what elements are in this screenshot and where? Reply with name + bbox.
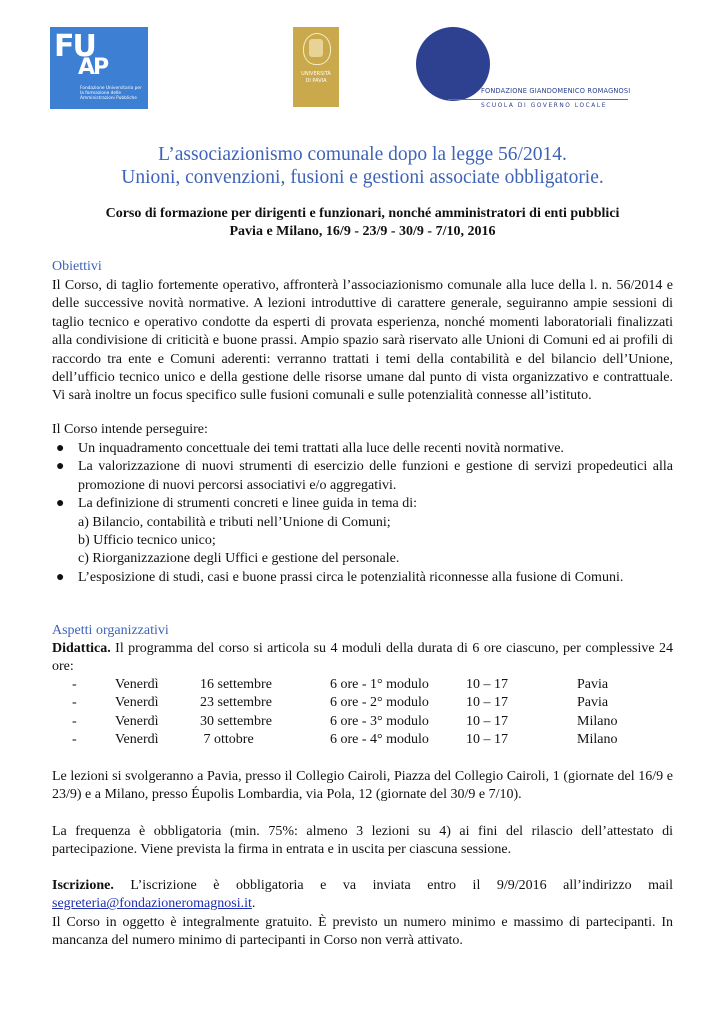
schedule-day: Venerdì [115, 695, 159, 711]
list-item [52, 569, 673, 587]
frequenza-paragraph: La frequenza è obbligatoria (min. 75%: almeno 3 lezioni su 4) ai fini del rilascio dell’attestato di partecipazione. Viene prevista la firma in entrata e in uscita per ciascuna sessione. [52, 824, 673, 858]
fgr-logo-name: FONDAZIONE GIANDOMENICO ROMAGNOSI [481, 87, 631, 95]
sub-list-item: c) Riorganizzazione degli Uffici e gestione del personale. [78, 551, 400, 567]
unipv-seal-emblem-icon [309, 39, 323, 57]
fgr-logo [410, 27, 632, 107]
schedule-day: Venerdì [115, 713, 159, 729]
fgr-divider [448, 99, 628, 100]
sub-list-item: b) Ufficio tecnico unico; [78, 533, 216, 549]
schedule-time: 10 – 17 [466, 713, 508, 729]
list-item [52, 458, 673, 495]
fuap-logo-mark-top: FU [54, 29, 95, 64]
fuap-logo [50, 27, 148, 109]
list-item-text: La valorizzazione di nuovi strumenti di esercizio delle funzioni e gestione di servizi propedeutici alla promozione di nuovi percorsi associativi e/o aggregativi. [78, 459, 673, 493]
schedule-dash: - [72, 713, 77, 729]
list-item [52, 440, 673, 458]
obiettivi-list-intro: Il Corso intende perseguire: [52, 422, 208, 437]
page-title [52, 143, 673, 189]
list-item-text: La definizione di strumenti concreti e linee guida in tema di: [78, 496, 417, 512]
list-item [52, 495, 673, 569]
schedule-dash: - [72, 677, 77, 692]
schedule-place: Milano [577, 732, 618, 748]
schedule-time: 10 – 17 [466, 677, 508, 692]
schedule-table [52, 676, 617, 750]
list-item-text: L’esposizione di studi, casi e buone prassi circa le potenzialità riconnesse alla fusione di Comuni. [78, 569, 624, 585]
obiettivi-heading: Obiettivi [52, 259, 102, 274]
fuap-logo-mark-bottom: AP [78, 55, 108, 80]
schedule-time: 10 – 17 [466, 695, 508, 711]
bullet-icon: ● [56, 569, 65, 585]
obiettivi-list [52, 440, 673, 587]
schedule-place: Pavia [577, 695, 609, 711]
iscrizione-text: L’iscrizione è obbligatoria e va inviata entro il 9/9/2016 all’indirizzo mail [113, 878, 673, 893]
didattica-paragraph [52, 640, 673, 677]
unipv-caption-line2: DI PAVIA [305, 78, 327, 84]
didattica-text: Il programma del corso si articola su 4 moduli della durata di 6 ore ciascuno, per complessive 24 ore: [52, 641, 673, 675]
bullet-icon: ● [56, 459, 65, 475]
title-line-2: Unioni, convenzioni, fusioni e gestioni associate obbligatorie. [121, 167, 604, 188]
subtitle-line-2: Pavia e Milano, 16/9 - 23/9 - 30/9 - 7/10, 2016 [229, 224, 496, 239]
schedule-day: Venerdì [115, 732, 159, 748]
schedule-date: 23 settembre [200, 695, 272, 711]
schedule-date: 16 settembre [200, 677, 272, 692]
aspetti-heading: Aspetti organizzativi [52, 623, 169, 638]
page-subtitle [52, 205, 673, 241]
table-row [52, 731, 617, 749]
fgr-circle-icon [416, 27, 490, 101]
schedule-module: 6 ore - 3° modulo [330, 713, 429, 729]
unipv-logo [293, 27, 339, 107]
schedule-dash: - [72, 695, 77, 711]
schedule-dash: - [72, 732, 77, 748]
title-line-1: L’associazionismo comunale dopo la legge 56/2014. [158, 144, 567, 165]
unipv-caption-line1: UNIVERSITÀ [301, 71, 331, 77]
iscrizione-paragraph [52, 877, 673, 914]
schedule-module: 6 ore - 1° modulo [330, 677, 429, 692]
gratuito-paragraph: Il Corso in oggetto è integralmente gratuito. È previsto un numero minimo e massimo di partecipanti. In mancanza del numero minimo di partecipanti in Corso non verrà attivato. [52, 915, 673, 949]
email-link[interactable]: segreteria@fondazioneromagnosi.it [52, 896, 252, 912]
schedule-module: 6 ore - 4° modulo [330, 732, 429, 748]
list-item-text: Un inquadramento concettuale dei temi trattati alla luce delle recenti novità normative. [78, 441, 564, 456]
obiettivi-paragraph: Il Corso, di taglio fortemente operativo, affronterà l’associazionismo comunale alla luce della l. n. 56/2014 e delle successive novità normative. A lezioni introduttive di carattere generale, seguiranno ampie sessioni di taglio tecnico e operativo condotte da esperti di provata esperienza, nonché momenti laboratoriali finalizzati alla condivisione di criticità e buone prassi. Ampio spazio sarà riservato alle Unioni di Comuni ed ai profili di raccordo tra ente e Comuni aderenti: verranno trattati i temi della contabilità e del bilancio dell’Unione, dell’ufficio tecnico unico e della gestione delle risorse umane dal punto di vista organizzativo e contrattuale. Vi sarà inoltre un focus specifico sulle fusioni comunali e sulle potenzialità connesse all’istituto. [52, 278, 673, 404]
iscrizione-label: Iscrizione. [52, 878, 114, 893]
schedule-time: 10 – 17 [466, 732, 508, 748]
table-row [52, 713, 617, 731]
sedi-paragraph: Le lezioni si svolgeranno a Pavia, presso il Collegio Cairoli, Piazza del Collegio Cairoli, 1 (giornate del 16/9 e 23/9) e a Milano, presso Éupolis Lombardia, via Pola, 12 (giornate del 30/9 e 7/10). [52, 769, 673, 803]
table-row [52, 694, 617, 712]
bullet-icon: ● [56, 496, 65, 512]
schedule-date: 7 ottobre [200, 732, 254, 748]
sub-list-item: a) Bilancio, contabilità e tributi nell’Unione di Comuni; [78, 514, 391, 530]
didattica-label: Didattica. [52, 641, 111, 656]
fuap-logo-caption: Fondazione Universitaria per la formazione delle Amministrazioni Pubbliche [80, 86, 142, 101]
table-row [52, 676, 617, 694]
fgr-logo-tagline: SCUOLA DI GOVERNO LOCALE [481, 103, 607, 109]
schedule-place: Pavia [577, 677, 609, 692]
unipv-logo-caption [293, 71, 339, 85]
schedule-date: 30 settembre [200, 713, 272, 729]
subtitle-line-1: Corso di formazione per dirigenti e funzionari, nonché amministratori di enti pubblici [105, 206, 620, 221]
schedule-module: 6 ore - 2° modulo [330, 695, 429, 711]
iscrizione-end: . [251, 896, 256, 912]
schedule-day: Venerdì [115, 677, 159, 692]
schedule-place: Milano [577, 713, 618, 729]
bullet-icon: ● [56, 441, 65, 456]
